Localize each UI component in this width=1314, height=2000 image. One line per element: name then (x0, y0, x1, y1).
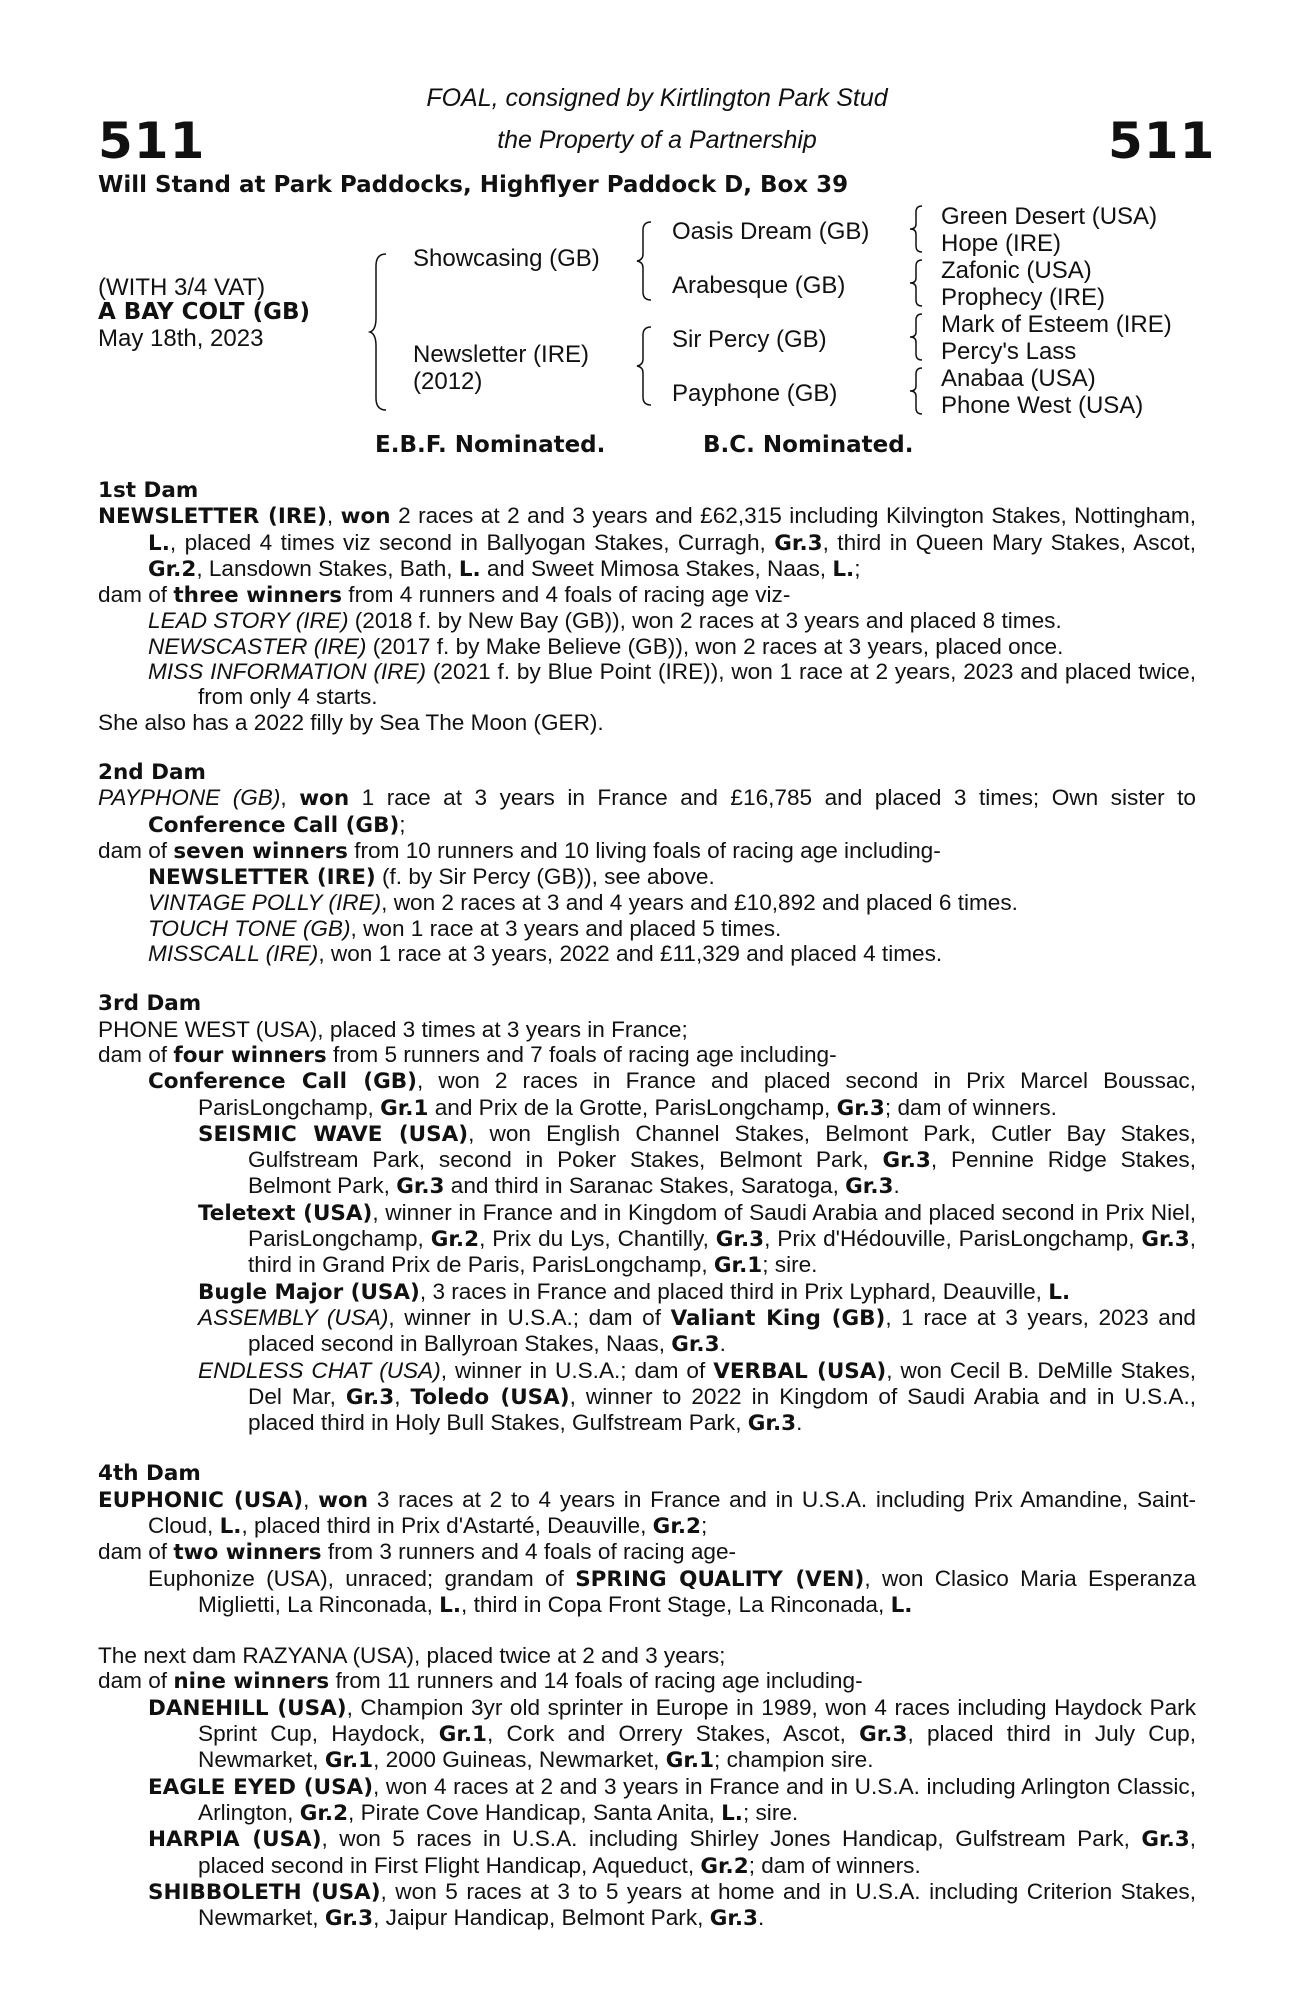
dam-of-line: dam of nine winners from 11 runners and 14 foals of racing age including- (98, 1668, 863, 1695)
grandparent-7: Anabaa (USA) (941, 365, 1096, 392)
vat-note: (WITH 3/4 VAT) (98, 274, 266, 301)
offspring-entry: NEWSCASTER (IRE) (2017 f. by Make Believe (GB)), won 2 races at 3 years, placed once. (148, 633, 1064, 659)
offspring-entry: DANEHILL (USA), Champion 3yr old sprinter in Europe in 1989, won 4 races including Haydock Park Sprint Cup, Haydock, Gr.1, Cork and Orrery Stakes, Ascot, Gr.3, placed third in July Cup, Newmarket, Gr.1, 2000 Guineas, Newmarket, Gr.1; champion sire. (148, 1694, 1197, 1774)
dam-of-line: dam of two winners from 3 runners and 4 foals of racing age- (98, 1539, 737, 1566)
offspring-entry: Conference Call (GB), won 2 races in France and placed second in Prix Marcel Boussac, ParisLongchamp, Gr.1 and Prix de la Grotte, ParisLongchamp, Gr.3; dam of winners. (148, 1068, 1197, 1121)
grandparent-8: Phone West (USA) (941, 392, 1144, 419)
sire-sire: Oasis Dream (GB) (672, 218, 870, 245)
pedigree-brace-dam (635, 325, 655, 407)
grandparent-5: Mark of Esteem (IRE) (941, 311, 1172, 338)
dam: Newsletter (IRE) (413, 341, 590, 368)
grand-offspring-entry: ASSEMBLY (USA), winner in U.S.A.; dam of Valiant King (GB), 1 race at 3 years, 2023 and placed second in Ballyroan Stakes, Naas, Gr.3. (198, 1304, 1196, 1358)
offspring-entry: MISSCALL (IRE), won 1 race at 3 years, 2022 and £11,329 and placed 4 times. (148, 941, 943, 967)
offspring-entry: HARPIA (USA), won 5 races in U.S.A. including Shirley Jones Handicap, Gulfstream Park, Gr.3, placed second in First Flight Handicap, Aqueduct, Gr.2; dam of winners. (148, 1826, 1196, 1879)
offspring-entry: MISS INFORMATION (IRE) (2021 f. by Blue Point (IRE)), won 1 race at 2 years, 2023 and placed twice, from only 4 starts. (148, 659, 1196, 710)
dam-year: (2012) (413, 368, 483, 395)
dam-record: PAYPHONE (GB), won 1 race at 3 years in France and £16,785 and placed 3 times; Own sister to Conference Call (GB); (98, 785, 1196, 838)
sire-dam: Arabesque (GB) (672, 272, 846, 299)
dam-record: EUPHONIC (USA), won 3 races at 2 to 4 years in France and in U.S.A. including Prix Amandine, Saint-Cloud, L., placed third in Prix d'Astarté, Deauville, Gr.2; (98, 1486, 1196, 1539)
offspring-entry: TOUCH TONE (GB), won 1 race at 3 years and placed 5 times. (148, 915, 782, 941)
pedigree-brace-g1 (908, 204, 928, 254)
section-heading: 3rd Dam (98, 991, 202, 1017)
next-dam-section (98, 1643, 1196, 1931)
offspring-entry: VINTAGE POLLY (IRE), won 2 races at 3 and 4 years and £10,892 and placed 6 times. (148, 890, 1018, 916)
dam-record: The next dam RAZYANA (USA), placed twice at 2 and 3 years; (98, 1643, 726, 1669)
dam-dam: Payphone (GB) (672, 380, 838, 407)
section-heading: 4th Dam (98, 1461, 201, 1487)
section-heading: 1st Dam (98, 478, 199, 503)
grandparent-3: Zafonic (USA) (941, 257, 1092, 284)
offspring-entry: Euphonize (USA), unraced; grandam of SPRING QUALITY (VEN), won Clasico Maria Esperanza Miglietti, La Rinconada, L., third in Copa Front Stage, La Rinconada, L. (148, 1565, 1197, 1618)
catalogue-body (98, 478, 1196, 1931)
offspring-entry: LEAD STORY (IRE) (2018 f. by New Bay (GB)), won 2 races at 3 years and placed 8 times. (148, 608, 1062, 634)
first-dam-section (98, 478, 1196, 735)
third-dam-section (98, 991, 1196, 1436)
pedigree-brace-main (368, 252, 390, 412)
offspring-entry: NEWSLETTER (IRE) (f. by Sir Percy (GB)), see above. (148, 864, 715, 891)
dam-of-line: dam of three winners from 4 runners and 4 foals of racing age viz- (98, 582, 791, 609)
pedigree-brace-g4 (908, 366, 928, 416)
offspring-entry: EAGLE EYED (USA), won 4 races at 2 and 3 years in France and in U.S.A. including Arlington Classic, Arlington, Gr.2, Pirate Cove Handicap, Santa Anita, L.; sire. (148, 1773, 1196, 1826)
fourth-dam-section (98, 1461, 1196, 1618)
grand-offspring-entry: Bugle Major (USA), 3 races in France and placed third in Prix Lyphard, Deauville, L. (198, 1278, 1071, 1305)
pedigree-brace-g3 (908, 312, 928, 362)
property-line: the Property of a Partnership (497, 126, 817, 154)
section-heading: 2nd Dam (98, 759, 206, 785)
dam-record: PHONE WEST (USA), placed 3 times at 3 years in France; (98, 1016, 688, 1042)
bc-nominated: B.C. Nominated. (703, 432, 914, 458)
lot-number-right: 511 (1108, 112, 1216, 170)
grandparent-4: Prophecy (IRE) (941, 284, 1106, 311)
grand-offspring-entry: SEISMIC WAVE (USA), won English Channel Stakes, Belmont Park, Cutler Bay Stakes, Gulfstream Park, second in Poker Stakes, Belmont Park, Gr.3, Pennine Ridge Stakes, Belmont Park, Gr.3 and third in Saranac Stakes, Saratoga, Gr.3. (198, 1120, 1196, 1200)
pedigree-brace-sire (635, 220, 655, 302)
grandparent-2: Hope (IRE) (941, 230, 1062, 257)
horse-name: A BAY COLT (GB) (98, 299, 311, 325)
grand-offspring-entry: ENDLESS CHAT (USA), winner in U.S.A.; dam of VERBAL (USA), won Cecil B. DeMille Stakes, Del Mar, Gr.3, Toledo (USA), winner to 2022 in Kingdom of Saudi Arabia and in U.S.A., placed third in Holy Bull Stakes, Gulfstream Park, Gr.3. (198, 1357, 1196, 1437)
dam-sire: Sir Percy (GB) (672, 326, 827, 353)
offspring-entry: SHIBBOLETH (USA), won 5 races at 3 to 5 years at home and in U.S.A. including Criterion Stakes, Newmarket, Gr.3, Jaipur Handicap, Belmont Park, Gr.3. (148, 1878, 1197, 1932)
ebf-nominated: E.B.F. Nominated. (375, 432, 606, 458)
grand-offspring-entry: Teletext (USA), winner in France and in Kingdom of Saudi Arabia and placed second in Prix Niel, ParisLongchamp, Gr.2, Prix du Lys, Chantilly, Gr.3, Prix d'Hédouville, ParisLongchamp, Gr.3, third in Grand Prix de Paris, ParisLongchamp, Gr.1; sire. (198, 1199, 1196, 1279)
second-dam-section (98, 760, 1196, 966)
lot-number-left: 511 (98, 112, 206, 170)
dam-record: NEWSLETTER (IRE), won 2 races at 2 and 3 years and £62,315 including Kilvington Stakes, Nottingham, L., placed 4 times viz second in Ballyogan Stakes, Curragh, Gr.3, third in Queen Mary Stakes, Ascot, Gr.2, Lansdown Stakes, Bath, L. and Sweet Mimosa Stakes, Naas, L.; (98, 503, 1196, 582)
grandparent-6: Percy's Lass (941, 338, 1077, 365)
sire: Showcasing (GB) (413, 245, 600, 272)
also-note: She also has a 2022 filly by Sea The Moon (GER). (98, 709, 604, 735)
dam-of-line: dam of four winners from 5 runners and 7 foals of racing age including- (98, 1041, 837, 1068)
grandparent-1: Green Desert (USA) (941, 203, 1158, 230)
dam-of-line: dam of seven winners from 10 runners and 10 living foals of racing age including- (98, 837, 941, 864)
pedigree-brace-g2 (908, 258, 928, 308)
consignor-line: FOAL, consigned by Kirtlington Park Stud (426, 84, 888, 112)
foaling-date: May 18th, 2023 (98, 325, 264, 352)
stand-location: Will Stand at Park Paddocks, Highflyer Paddock D, Box 39 (98, 172, 849, 198)
